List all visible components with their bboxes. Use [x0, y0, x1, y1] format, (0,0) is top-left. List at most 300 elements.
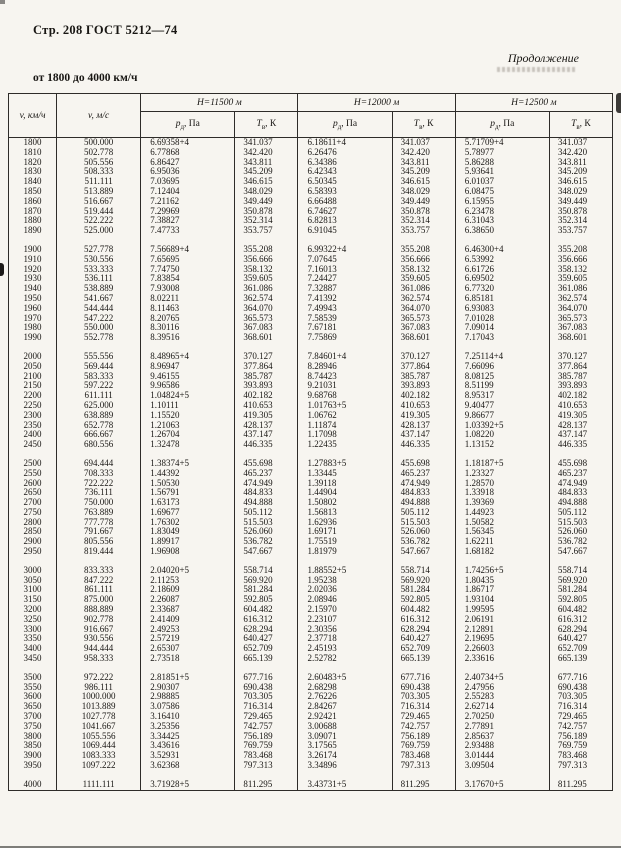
- v-ms-label: v, м/с: [88, 110, 110, 121]
- t-11500-cell: 341.037: [235, 138, 298, 148]
- v-ms-cell: 505.556: [57, 158, 141, 168]
- p-12000-cell: 6.42343: [298, 167, 392, 177]
- t-12500-cell: 494.888: [549, 498, 612, 508]
- t-12500-cell: 365.573: [549, 314, 612, 324]
- v-kmh-cell: 1810: [9, 148, 57, 158]
- group-gap-cell: [455, 236, 549, 245]
- v-kmh-cell: 1980: [9, 323, 57, 333]
- p-subscript: д: [494, 122, 499, 131]
- t-12500-cell: 370.127: [549, 352, 612, 362]
- p-symbol: p: [175, 118, 181, 129]
- t-11500-cell: 402.182: [235, 391, 298, 401]
- t-12500-cell: 797.313: [549, 761, 612, 771]
- v-ms-cell: 1013.889: [57, 702, 141, 712]
- t-12000-cell: 365.573: [392, 314, 455, 324]
- v-kmh-cell: 3850: [9, 741, 57, 751]
- t-12000-cell: 797.313: [392, 761, 455, 771]
- p-11500-cell: 8.11463: [141, 304, 235, 314]
- v-kmh-cell: 2500: [9, 459, 57, 469]
- group-gap-cell: [57, 236, 141, 245]
- t-11500-cell: 558.714: [235, 566, 298, 576]
- v-kmh-cell: 2450: [9, 440, 57, 450]
- p-12000-cell: 7.16013: [298, 265, 392, 275]
- t-12000-cell: 345.209: [392, 167, 455, 177]
- t-12000-cell: 358.132: [392, 265, 455, 275]
- group-gap-cell: [141, 664, 235, 673]
- t-12000-cell: 362.574: [392, 294, 455, 304]
- p-12000-cell: 8.28946: [298, 362, 392, 372]
- group-gap-cell: [392, 343, 455, 352]
- p-12000-cell: 6.26476: [298, 148, 392, 158]
- p-12500-cell: 1.18187+5: [455, 459, 549, 469]
- t-11500-cell: 505.112: [235, 508, 298, 518]
- table-row: [9, 440, 613, 450]
- p-12500-cell: 6.38650: [455, 226, 549, 236]
- t-12500-cell: 361.086: [549, 284, 612, 294]
- v-kmh-cell: 1860: [9, 197, 57, 207]
- header-altitude-11500: [141, 94, 298, 112]
- group-gap-cell: [141, 557, 235, 566]
- t-symbol: T: [571, 118, 577, 129]
- t-11500-cell: 581.284: [235, 585, 298, 595]
- t-11500-cell: 350.878: [235, 207, 298, 217]
- p-12500-cell: 6.69502: [455, 274, 549, 284]
- p-11500-cell: 1.96908: [141, 547, 235, 557]
- v-kmh-cell: 3200: [9, 605, 57, 615]
- p-11500-cell: 7.83854: [141, 274, 235, 284]
- header-v-ms: [57, 94, 141, 138]
- p-11500-cell: 2.65307: [141, 644, 235, 654]
- v-ms-cell: 1027.778: [57, 712, 141, 722]
- p-11500-cell: 7.03695: [141, 177, 235, 187]
- v-kmh-cell: 2100: [9, 372, 57, 382]
- group-gap-cell: [392, 450, 455, 459]
- v-kmh-cell: 1930: [9, 274, 57, 284]
- p-11500-cell: 8.39516: [141, 333, 235, 343]
- table-row: [9, 197, 613, 207]
- v-kmh-cell: 1820: [9, 158, 57, 168]
- v-kmh-cell: 1940: [9, 284, 57, 294]
- v-kmh-cell: 2000: [9, 352, 57, 362]
- table-row: [9, 547, 613, 557]
- p-11500-cell: 3.34425: [141, 732, 235, 742]
- table-row: [9, 294, 613, 304]
- p-11500-cell: 2.18609: [141, 585, 235, 595]
- group-gap-cell: [57, 664, 141, 673]
- t-12000-cell: 547.667: [392, 547, 455, 557]
- table-row: [9, 673, 613, 683]
- v-ms-cell: 516.667: [57, 197, 141, 207]
- v-ms-cell: 722.222: [57, 479, 141, 489]
- t-12500-cell: 352.314: [549, 216, 612, 226]
- p-subscript: д: [180, 122, 185, 131]
- group-gap-cell: [9, 343, 57, 352]
- v-kmh-cell: 3050: [9, 576, 57, 586]
- v-ms-cell: 902.778: [57, 615, 141, 625]
- v-ms-cell: 597.222: [57, 381, 141, 391]
- p-12000-cell: 1.11874: [298, 421, 392, 431]
- v-kmh-cell: 2200: [9, 391, 57, 401]
- page-header: Стр. 208 ГОСТ 5212—74: [33, 23, 178, 37]
- p-12000-cell: 9.21031: [298, 381, 392, 391]
- group-gap-cell: [455, 343, 549, 352]
- p-symbol: p: [332, 118, 338, 129]
- t-12500-cell: 526.060: [549, 527, 612, 537]
- p-12500-cell: 3.09504: [455, 761, 549, 771]
- t-12500-cell: 783.468: [549, 751, 612, 761]
- v-kmh-cell: 1900: [9, 245, 57, 255]
- t-11500-cell: 446.335: [235, 440, 298, 450]
- t-12500-cell: 677.716: [549, 673, 612, 683]
- v-kmh-cell: 3500: [9, 673, 57, 683]
- t-11500-cell: 742.757: [235, 722, 298, 732]
- v-kmh-cell: 4000: [9, 780, 57, 790]
- t-12500-cell: 465.237: [549, 469, 612, 479]
- table-row: [9, 508, 613, 518]
- p-11500-cell: 7.12404: [141, 187, 235, 197]
- t-12500-cell: 349.449: [549, 197, 612, 207]
- p-12500-cell: 6.93083: [455, 304, 549, 314]
- p-12500-cell: 2.40734+5: [455, 673, 549, 683]
- p-11500-cell: 7.65695: [141, 255, 235, 265]
- v-ms-cell: 533.333: [57, 265, 141, 275]
- p-11500-cell: 9.96586: [141, 381, 235, 391]
- p-12500-cell: 5.86288: [455, 158, 549, 168]
- table-row: [9, 177, 613, 187]
- t-11500-cell: 484.833: [235, 488, 298, 498]
- t-11500-cell: 368.601: [235, 333, 298, 343]
- t-12500-cell: 345.209: [549, 167, 612, 177]
- t-12000-cell: 350.878: [392, 207, 455, 217]
- p-unit: , Па: [184, 118, 200, 129]
- group-gap-cell: [9, 771, 57, 780]
- p-11500-cell: 6.77868: [141, 148, 235, 158]
- t-12500-cell: 769.759: [549, 741, 612, 751]
- t-11500-cell: 494.888: [235, 498, 298, 508]
- p-12000-cell: 7.58539: [298, 314, 392, 324]
- group-gap-row: [9, 557, 613, 566]
- t-12000-cell: 515.503: [392, 518, 455, 528]
- group-gap-cell: [235, 343, 298, 352]
- table-row: [9, 527, 613, 537]
- p-12500-cell: 9.86677: [455, 411, 549, 421]
- t-12500-cell: 355.208: [549, 245, 612, 255]
- v-kmh-cell: 1830: [9, 167, 57, 177]
- p-12500-cell: 7.09014: [455, 323, 549, 333]
- p-11500-cell: 1.83049: [141, 527, 235, 537]
- t-12500-cell: 428.137: [549, 421, 612, 431]
- p-12000-cell: 1.06762: [298, 411, 392, 421]
- t-12000-cell: 356.666: [392, 255, 455, 265]
- p-12000-cell: 7.41392: [298, 294, 392, 304]
- group-gap-cell: [57, 450, 141, 459]
- p-12000-cell: 3.17565: [298, 741, 392, 751]
- header-t-12000: [392, 112, 455, 138]
- p-12500-cell: 6.61726: [455, 265, 549, 275]
- t-12000-cell: 756.189: [392, 732, 455, 742]
- t-12000-cell: 455.698: [392, 459, 455, 469]
- p-12500-cell: 3.01444: [455, 751, 549, 761]
- p-12500-cell: 2.19695: [455, 634, 549, 644]
- t-12000-cell: 355.208: [392, 245, 455, 255]
- p-12500-cell: 1.13152: [455, 440, 549, 450]
- p-12500-cell: 6.53992: [455, 255, 549, 265]
- table-row: [9, 780, 613, 790]
- p-11500-cell: 1.63173: [141, 498, 235, 508]
- t-12500-cell: 690.438: [549, 683, 612, 693]
- p-unit: , Па: [498, 118, 515, 129]
- p-12500-cell: 1.68182: [455, 547, 549, 557]
- t-12000-cell: 352.314: [392, 216, 455, 226]
- table-row: [9, 245, 613, 255]
- t-11500-cell: 756.189: [235, 732, 298, 742]
- v-ms-cell: 502.778: [57, 148, 141, 158]
- p-unit: , Па: [341, 118, 358, 129]
- group-gap-cell: [9, 450, 57, 459]
- table-row: [9, 537, 613, 547]
- p-12500-cell: 9.40477: [455, 401, 549, 411]
- group-gap-cell: [235, 771, 298, 780]
- t-12500-cell: 756.189: [549, 732, 612, 742]
- t-12500-cell: 604.482: [549, 605, 612, 615]
- p-12000-cell: 1.75519: [298, 537, 392, 547]
- t-subscript: в: [419, 122, 423, 131]
- p-12500-cell: 6.08475: [455, 187, 549, 197]
- group-gap-row: [9, 236, 613, 245]
- p-12000-cell: 7.84601+4: [298, 352, 392, 362]
- p-12500-cell: 7.01028: [455, 314, 549, 324]
- v-kmh-cell: 3750: [9, 722, 57, 732]
- t-11500-cell: 355.208: [235, 245, 298, 255]
- p-12000-cell: 1.22435: [298, 440, 392, 450]
- v-ms-cell: 530.556: [57, 255, 141, 265]
- p-12500-cell: 1.86717: [455, 585, 549, 595]
- p-12500-cell: 8.51199: [455, 381, 549, 391]
- group-gap-cell: [298, 450, 392, 459]
- group-gap-cell: [549, 664, 612, 673]
- t-12000-cell: 359.605: [392, 274, 455, 284]
- v-ms-cell: 1000.000: [57, 692, 141, 702]
- p-12000-cell: 1.62936: [298, 518, 392, 528]
- p-11500-cell: 8.48965+4: [141, 352, 235, 362]
- t-11500-cell: 465.237: [235, 469, 298, 479]
- t-11500-cell: 811.295: [235, 780, 298, 790]
- v-kmh-cell: 3300: [9, 625, 57, 635]
- header-p-12000: [298, 112, 392, 138]
- v-ms-cell: 513.889: [57, 187, 141, 197]
- p-11500-cell: 1.21063: [141, 421, 235, 431]
- t-symbol: T: [413, 118, 420, 129]
- table-row: [9, 479, 613, 489]
- group-gap-cell: [549, 771, 612, 780]
- t-12000-cell: 342.420: [392, 148, 455, 158]
- v-ms-cell: 930.556: [57, 634, 141, 644]
- v-kmh-cell: 2950: [9, 547, 57, 557]
- t-12000-cell: 361.086: [392, 284, 455, 294]
- table-header: [9, 94, 613, 138]
- v-kmh-cell: 1990: [9, 333, 57, 343]
- t-11500-cell: 604.482: [235, 605, 298, 615]
- v-kmh-cell: 3250: [9, 615, 57, 625]
- v-kmh-cell: 3600: [9, 692, 57, 702]
- table-row: [9, 372, 613, 382]
- t-12500-cell: 350.878: [549, 207, 612, 217]
- group-gap-cell: [235, 557, 298, 566]
- table-row: [9, 692, 613, 702]
- p-12000-cell: 1.88552+5: [298, 566, 392, 576]
- table-row: [9, 216, 613, 226]
- t-12500-cell: 729.465: [549, 712, 612, 722]
- p-12000-cell: 1.17098: [298, 430, 392, 440]
- p-subscript: д: [337, 122, 342, 131]
- table-row: [9, 702, 613, 712]
- p-12000-cell: 2.15970: [298, 605, 392, 615]
- p-11500-cell: 6.86427: [141, 158, 235, 168]
- p-12500-cell: 2.06191: [455, 615, 549, 625]
- t-12000-cell: 349.449: [392, 197, 455, 207]
- p-12000-cell: 7.07645: [298, 255, 392, 265]
- table-row: [9, 761, 613, 771]
- t-subscript: в: [261, 122, 266, 131]
- t-12000-cell: 494.888: [392, 498, 455, 508]
- t-12000-cell: 526.060: [392, 527, 455, 537]
- v-kmh-cell: 2050: [9, 362, 57, 372]
- t-12500-cell: 368.601: [549, 333, 612, 343]
- group-gap-row: [9, 343, 613, 352]
- t-11500-cell: 703.305: [235, 692, 298, 702]
- group-gap-row: [9, 450, 613, 459]
- p-11500-cell: 2.04020+5: [141, 566, 235, 576]
- group-gap-cell: [57, 343, 141, 352]
- p-12500-cell: 2.77891: [455, 722, 549, 732]
- p-12500-cell: 8.08125: [455, 372, 549, 382]
- p-12000-cell: 1.27883+5: [298, 459, 392, 469]
- p-12000-cell: 2.45193: [298, 644, 392, 654]
- v-ms-cell: 750.000: [57, 498, 141, 508]
- table-row: [9, 314, 613, 324]
- p-12000-cell: 1.69171: [298, 527, 392, 537]
- v-kmh-cell: 1960: [9, 304, 57, 314]
- table-row: [9, 167, 613, 177]
- v-kmh-cell: 3800: [9, 732, 57, 742]
- v-kmh-cell: 1920: [9, 265, 57, 275]
- t-11500-cell: 783.468: [235, 751, 298, 761]
- p-12000-cell: 1.56813: [298, 508, 392, 518]
- t-12500-cell: 437.147: [549, 430, 612, 440]
- p-11500-cell: 3.07586: [141, 702, 235, 712]
- v-ms-cell: 611.111: [57, 391, 141, 401]
- t-12500-cell: 628.294: [549, 625, 612, 635]
- group-gap-cell: [298, 771, 392, 780]
- table-row: [9, 401, 613, 411]
- table-row: [9, 498, 613, 508]
- t-unit: , К: [579, 118, 591, 129]
- v-kmh-cell: 3650: [9, 702, 57, 712]
- p-12000-cell: 9.68768: [298, 391, 392, 401]
- t-subscript: в: [576, 122, 580, 131]
- t-11500-cell: 515.503: [235, 518, 298, 528]
- p-11500-cell: 2.49253: [141, 625, 235, 635]
- table-row: [9, 323, 613, 333]
- p-11500-cell: 7.47733: [141, 226, 235, 236]
- v-ms-cell: 525.000: [57, 226, 141, 236]
- t-12000-cell: 811.295: [392, 780, 455, 790]
- t-12500-cell: 484.833: [549, 488, 612, 498]
- p-11500-cell: 1.56791: [141, 488, 235, 498]
- t-12500-cell: 703.305: [549, 692, 612, 702]
- v-ms-cell: 550.000: [57, 323, 141, 333]
- t-12000-cell: 370.127: [392, 352, 455, 362]
- v-kmh-cell: 1800: [9, 138, 57, 148]
- v-ms-cell: 972.222: [57, 673, 141, 683]
- t-12500-cell: 811.295: [549, 780, 612, 790]
- p-12000-cell: 6.74627: [298, 207, 392, 217]
- t-12500-cell: 393.893: [549, 381, 612, 391]
- group-gap-cell: [235, 664, 298, 673]
- t-11500-cell: 640.427: [235, 634, 298, 644]
- t-11500-cell: 358.132: [235, 265, 298, 275]
- table-row: [9, 138, 613, 148]
- t-11500-cell: 419.305: [235, 411, 298, 421]
- p-12500-cell: 1.80435: [455, 576, 549, 586]
- v-ms-cell: 544.444: [57, 304, 141, 314]
- p-11500-cell: 1.38374+5: [141, 459, 235, 469]
- p-12500-cell: 3.17670+5: [455, 780, 549, 790]
- p-12000-cell: 7.32887: [298, 284, 392, 294]
- p-12000-cell: 6.66488: [298, 197, 392, 207]
- t-11500-cell: 362.574: [235, 294, 298, 304]
- p-12000-cell: 1.95238: [298, 576, 392, 586]
- v-ms-cell: 819.444: [57, 547, 141, 557]
- t-11500-cell: 342.420: [235, 148, 298, 158]
- v-ms-cell: 958.333: [57, 654, 141, 664]
- t-11500-cell: 569.920: [235, 576, 298, 586]
- table-row: [9, 518, 613, 528]
- p-12500-cell: 1.28570: [455, 479, 549, 489]
- t-unit: , К: [265, 118, 277, 129]
- t-11500-cell: 474.949: [235, 479, 298, 489]
- t-11500-cell: 345.209: [235, 167, 298, 177]
- t-12000-cell: 348.029: [392, 187, 455, 197]
- t-11500-cell: 547.667: [235, 547, 298, 557]
- t-11500-cell: 690.438: [235, 683, 298, 693]
- table-row: [9, 187, 613, 197]
- v-ms-cell: 536.111: [57, 274, 141, 284]
- group-gap-cell: [549, 236, 612, 245]
- group-gap-cell: [455, 450, 549, 459]
- p-12000-cell: 3.26174: [298, 751, 392, 761]
- v-kmh-cell: 2650: [9, 488, 57, 498]
- table-row: [9, 284, 613, 294]
- group-gap-cell: [392, 771, 455, 780]
- t-12000-cell: 716.314: [392, 702, 455, 712]
- t-12000-cell: 446.335: [392, 440, 455, 450]
- t-12000-cell: 505.112: [392, 508, 455, 518]
- v-ms-cell: 791.667: [57, 527, 141, 537]
- v-ms-cell: 888.889: [57, 605, 141, 615]
- t-12000-cell: 368.601: [392, 333, 455, 343]
- p-12000-cell: 2.52782: [298, 654, 392, 664]
- t-12500-cell: 356.666: [549, 255, 612, 265]
- p-12500-cell: 6.77320: [455, 284, 549, 294]
- p-11500-cell: 6.95036: [141, 167, 235, 177]
- v-ms-cell: 625.000: [57, 401, 141, 411]
- t-12500-cell: 353.757: [549, 226, 612, 236]
- t-12000-cell: 742.757: [392, 722, 455, 732]
- t-11500-cell: 353.757: [235, 226, 298, 236]
- t-12500-cell: 364.070: [549, 304, 612, 314]
- p-12500-cell: 6.31043: [455, 216, 549, 226]
